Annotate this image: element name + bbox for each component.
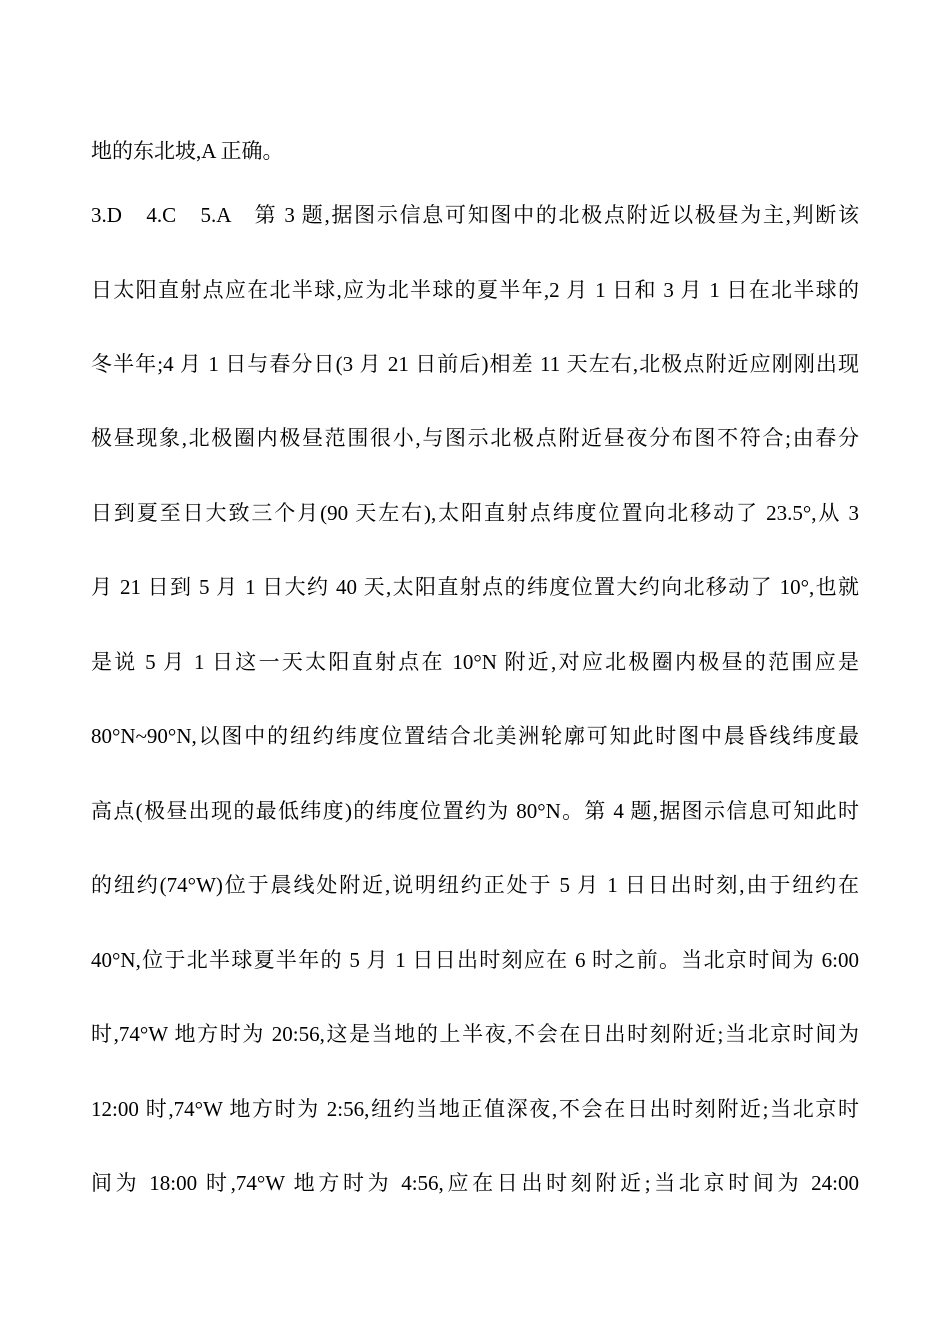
text-line-15: 间为 18:00 时,74°W 地方时为 4:56,应在日出时刻附近;当北京时间为 24:00 <box>91 1171 859 1195</box>
text-line-3: 日太阳直射点应在北半球,应为北半球的夏半年,2 月 1 日和 3 月 1 日在北半球的 <box>91 278 859 302</box>
text-line-13: 时,74°W 地方时为 20:56,这是当地的上半夜,不会在日出时刻附近;当北京时间为 <box>91 1022 859 1046</box>
text-line-1: 地的东北坡,A 正确。 <box>91 139 284 163</box>
text-line-2: 3.D 4.C 5.A 第 3 题,据图示信息可知图中的北极点附近以极昼为主,判断该 <box>91 203 859 227</box>
text-line-6: 日到夏至日大致三个月(90 天左右),太阳直射点纬度位置向北移动了 23.5°,从 3 <box>91 501 859 525</box>
text-line-7: 月 21 日到 5 月 1 日大约 40 天,太阳直射点的纬度位置大约向北移动了 10°,也就 <box>91 575 859 599</box>
text-line-4: 冬半年;4 月 1 日与春分日(3 月 21 日前后)相差 11 天左右,北极点附近应刚刚出现 <box>91 352 859 376</box>
text-line-11: 的纽约(74°W)位于晨线处附近,说明纽约正处于 5 月 1 日日出时刻,由于纽约在 <box>91 873 859 897</box>
text-line-14: 12:00 时,74°W 地方时为 2:56,纽约当地正值深夜,不会在日出时刻附近;当北京时 <box>91 1097 859 1121</box>
text-line-12: 40°N,位于北半球夏半年的 5 月 1 日日出时刻应在 6 时之前。当北京时间为 6:00 <box>91 948 859 972</box>
text-line-8: 是说 5 月 1 日这一天太阳直射点在 10°N 附近,对应北极圈内极昼的范围应是 <box>91 650 859 674</box>
text-line-10: 高点(极昼出现的最低纬度)的纬度位置约为 80°N。第 4 题,据图示信息可知此时 <box>91 799 859 823</box>
text-line-5: 极昼现象,北极圈内极昼范围很小,与图示北极点附近昼夜分布图不符合;由春分 <box>91 426 859 450</box>
text-line-9: 80°N~90°N,以图中的纽约纬度位置结合北美洲轮廓可知此时图中晨昏线纬度最 <box>91 724 859 748</box>
